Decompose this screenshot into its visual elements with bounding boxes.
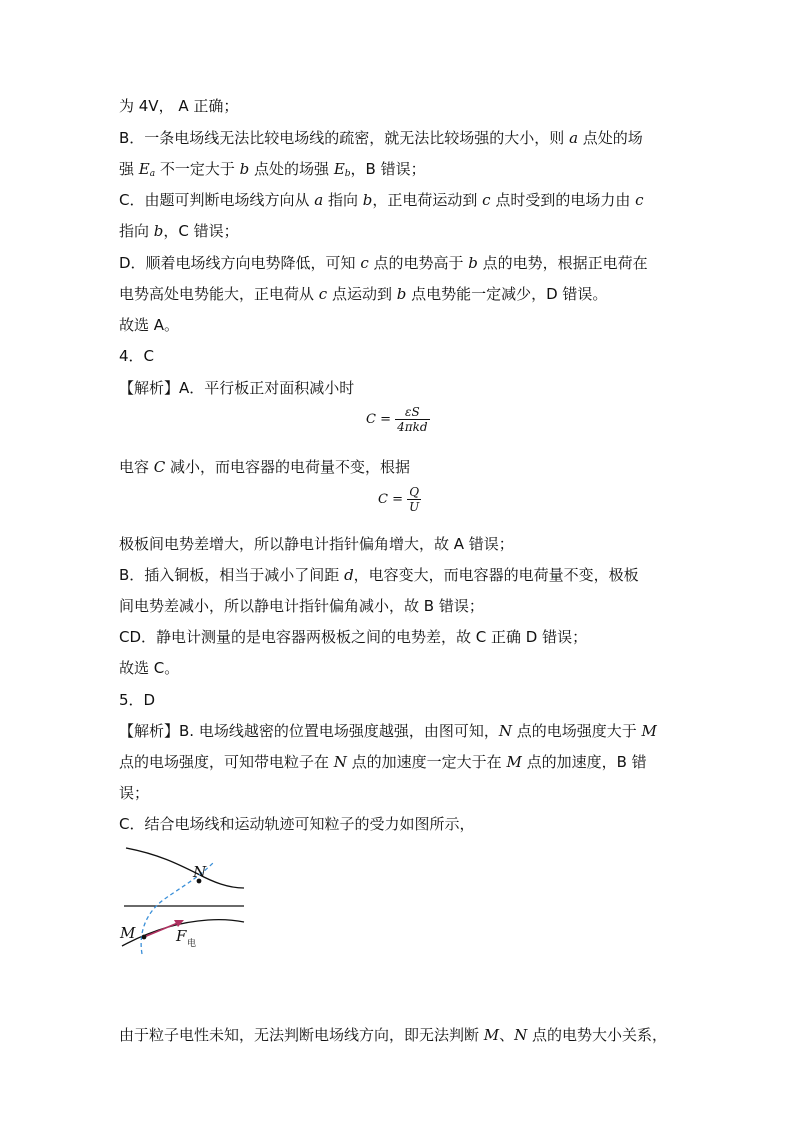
force-arrow xyxy=(144,922,180,937)
label-f: F xyxy=(176,927,187,945)
fraction: $\frac{\varepsilon S}{\text{4πkd}}$ xyxy=(397,405,428,434)
text-line: 指向 b，C 错误； xyxy=(119,222,239,240)
fraction: $\frac{Q}{U}$ xyxy=(409,485,420,514)
label-n: N xyxy=(193,863,207,881)
text-line: 【解析】B. 电场线越密的位置电场强度越强，由图可知，N 点的电场强度大于 M xyxy=(119,722,657,740)
field-line-figure xyxy=(118,840,248,956)
text-line: 点的电场强度，可知带电粒子在 N 点的加速度一定大于在 M 点的加速度，B 错 xyxy=(119,753,647,771)
label-f-subscript: 电 xyxy=(187,939,197,949)
text-line: 【解析】A．平行板正对面积减小时 xyxy=(119,379,355,397)
text-line: 间电势差减小，所以静电计指针偏角减小，故 B 错误； xyxy=(119,597,484,615)
text-line: 由于粒子电性未知，无法判断电场线方向，即无法判断 M、N 点的电势大小关系， xyxy=(119,1026,668,1044)
point-m xyxy=(142,935,147,940)
text-line: 误； xyxy=(119,784,150,802)
text-line: C．结合电场线和运动轨迹可知粒子的受力如图所示， xyxy=(119,815,475,833)
text-line: 为 4V， A 正确； xyxy=(119,97,239,115)
text-line: B．一条电场线无法比较电场线的疏密，就无法比较场强的大小，则 a 点处的场 xyxy=(119,129,643,147)
question-number: 4．C xyxy=(119,347,155,365)
text-line: CD．静电计测量的是电容器两极板之间的电势差，故 C 正确 D 错误； xyxy=(119,628,588,646)
text-line: B．插入铜板，相当于减小了间距 d，电容变大，而电容器的电荷量不变，极板 xyxy=(119,566,639,584)
label-m: M xyxy=(120,924,136,942)
text-line: 故选 C。 xyxy=(119,659,180,677)
text-line: 电容 C 减小，而电容器的电荷量不变，根据 xyxy=(119,458,411,476)
field-line-upper xyxy=(126,848,244,888)
capacitance-formula: C = $\frac{\varepsilon S}{\text{4πkd}}$ xyxy=(366,405,428,434)
text-line: D．顺着电场线方向电势降低，可知 c 点的电势高于 b 点的电势，根据正电荷在 xyxy=(119,254,648,272)
text-line: C．由题可判断电场线方向从 a 指向 b，正电荷运动到 c 点时受到的电场力由 c xyxy=(119,191,644,209)
charge-formula: C = $\frac{Q}{U}$ xyxy=(378,485,420,514)
text-line: 强 $E_a$ 不一定大于 b 点处的场强 $E_b$，B 错误； xyxy=(119,160,426,179)
question-number: 5．D xyxy=(119,691,156,709)
text-line: 故选 A。 xyxy=(119,316,180,334)
text-line: 电势高处电势能大，正电荷从 c 点运动到 b 点电势能一定减少，D 错误。 xyxy=(119,285,608,303)
text-line: 极板间电势差增大，所以静电计指针偏角增大，故 A 错误； xyxy=(119,535,514,553)
